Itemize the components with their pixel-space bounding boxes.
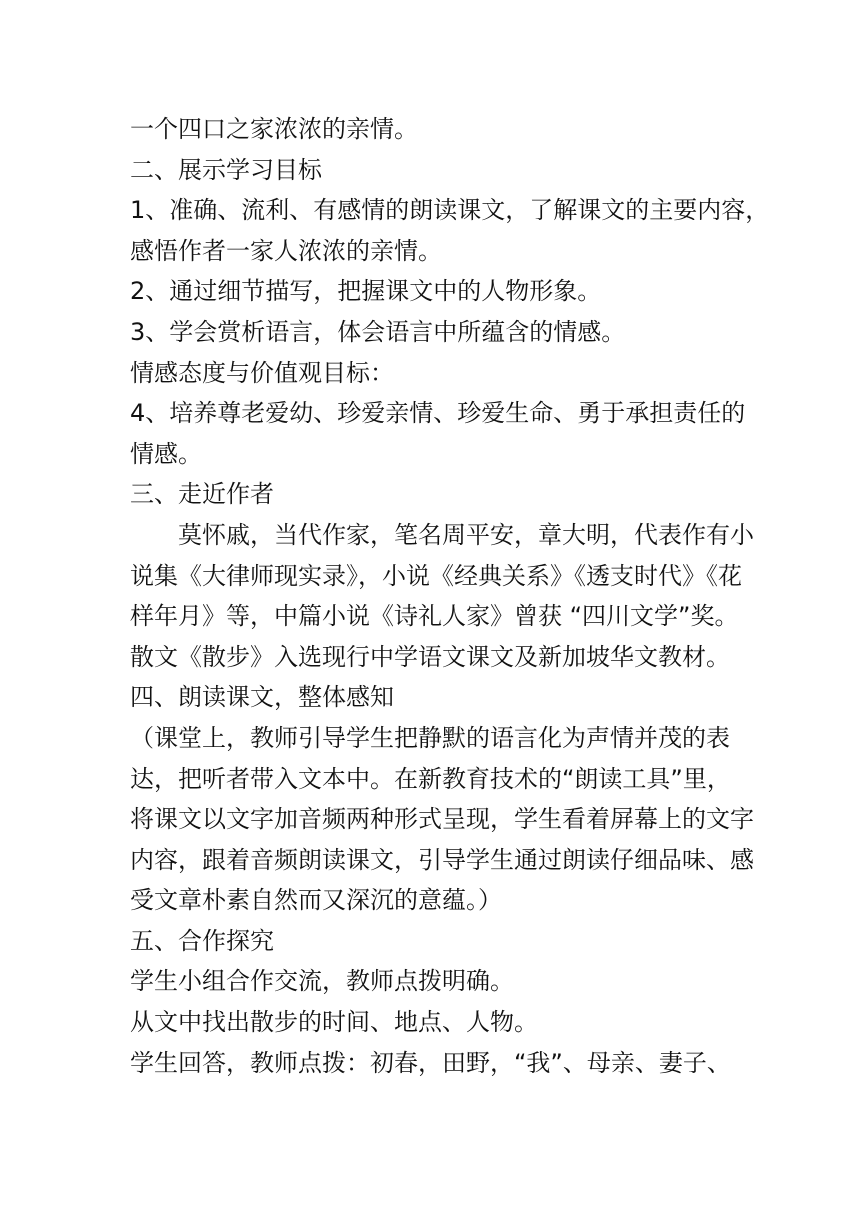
section-heading: 三、走近作者 <box>130 480 274 509</box>
section-heading: 四、朗读课文，整体感知 <box>130 683 394 712</box>
document-body <box>130 109 770 1083</box>
text-line: 感悟作者一家人浓浓的亲情。 <box>130 236 442 265</box>
paragraph-first-line: 莫怀戚，当代作家，笔名周平安，章大明，代表作有小 <box>178 520 754 549</box>
section-heading: 二、展示学习目标 <box>130 155 322 184</box>
subheading: 情感态度与价值观目标： <box>130 358 394 387</box>
text-line: 2、通过细节描写，把握课文中的人物形象。 <box>130 277 602 306</box>
text-line: 一个四口之家浓浓的亲情。 <box>130 115 418 143</box>
text-line: 情感。 <box>130 439 202 468</box>
text-line: 样年月》等，中篇小说《诗礼人家》曾获 “四川文学”奖。 <box>130 602 739 631</box>
text-line: 学生小组合作交流，教师点拨明确。 <box>130 967 514 996</box>
text-line: 3、学会赏析语言，体会语言中所蕴含的情感。 <box>130 317 626 346</box>
text-line: 散文《散步》入选现行中学语文课文及新加坡华文教材。 <box>130 642 730 671</box>
text-line: 将课文以文字加音频两种形式呈现，学生看着屏幕上的文字 <box>130 805 754 834</box>
text-line: （课堂上，教师引导学生把静默的语言化为声情并茂的表 <box>130 723 730 752</box>
text-line: 4、培养尊老爱幼、珍爱亲情、珍爱生命、勇于承担责任的 <box>130 399 746 428</box>
text-line: 受文章朴素自然而又深沉的意蕴。） <box>130 886 502 915</box>
text-line: 1、准确、流利、有感情的朗读课文，了解课文的主要内容， <box>130 196 770 225</box>
text-line: 说集《大律师现实录》，小说《经典关系》《透支时代》《花 <box>130 561 742 590</box>
text-line: 从文中找出散步的时间、地点、人物。 <box>130 1008 538 1037</box>
text-line: 学生回答，教师点拨：初春，田野，“我”、母亲、妻子、 <box>130 1048 731 1077</box>
section-heading: 五、合作探究 <box>130 926 274 955</box>
text-line: 达，把听者带入文本中。在新教育技术的“朗读工具”里， <box>130 764 731 793</box>
text-line: 内容，跟着音频朗读课文，引导学生通过朗读仔细品味、感 <box>130 845 754 874</box>
